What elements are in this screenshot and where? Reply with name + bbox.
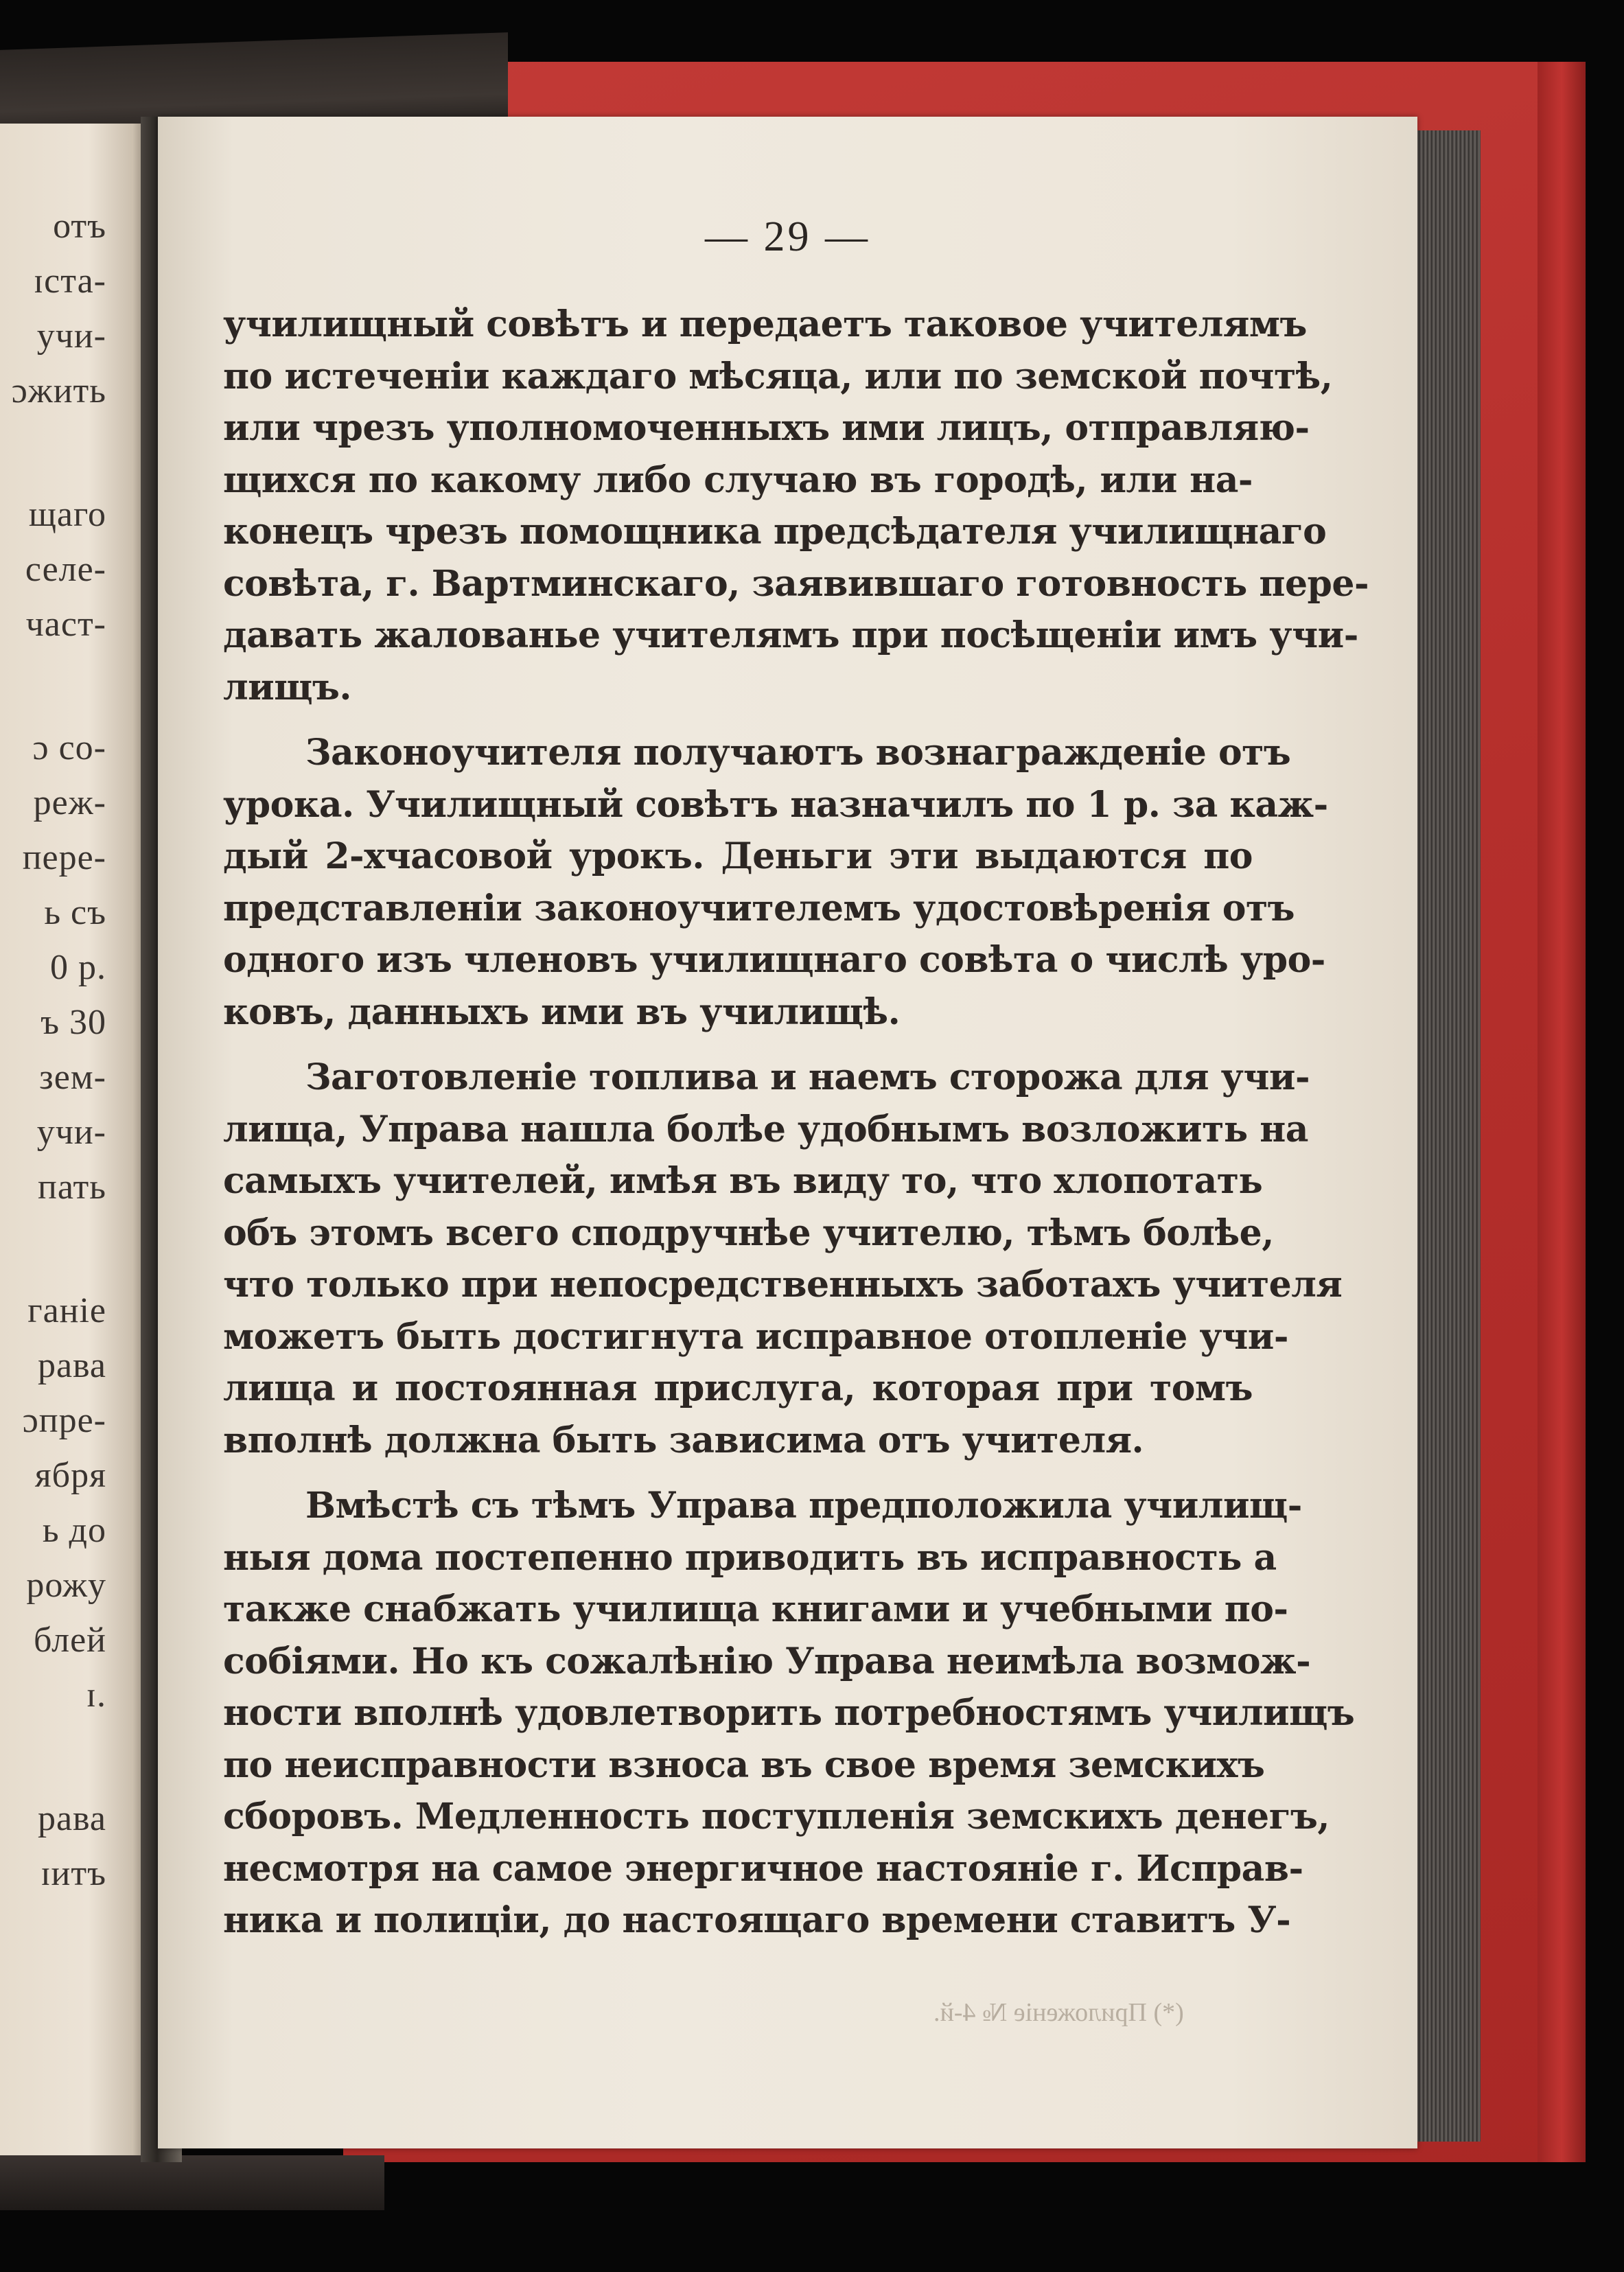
left-page-fragment: 0 р. xyxy=(50,948,106,987)
text-line: лища и постоянная прислуга, которая при томъ xyxy=(223,1367,1253,1409)
left-page-fragment: блей xyxy=(33,1621,106,1660)
left-page-fragment: селе- xyxy=(25,550,106,589)
left-page-fragment: ɪитъ xyxy=(40,1854,106,1893)
text-line: или чрезъ уполномоченныхъ ими лицъ, отправляю- xyxy=(223,407,1310,449)
book-page xyxy=(158,117,1417,2148)
text-line: лищъ. xyxy=(223,666,351,708)
text-line: сборовъ. Медленность поступленія земскихъ денегъ, xyxy=(223,1796,1330,1838)
text-line: вполнѣ должна быть зависима отъ учителя. xyxy=(223,1419,1144,1461)
text-line: щихся по какому либо случаю въ городѣ, или на- xyxy=(223,459,1253,501)
left-page-fragment: ɔжить xyxy=(11,371,106,410)
left-page-fragment: ъ 30 xyxy=(40,1003,106,1042)
text-line: несмотря на самое энергичное настояніе г. Исправ- xyxy=(223,1847,1303,1890)
left-page-fragment: ɪста- xyxy=(33,262,106,301)
text-line: Заготовленіе топлива и наемъ сторожа для учи- xyxy=(305,1056,1310,1098)
left-page-fragment: рава xyxy=(37,1346,106,1385)
text-line: давать жалованье учителямъ при посѣщеніи имъ учи- xyxy=(223,614,1358,656)
text-line: училищный совѣтъ и передаетъ таковое учителямъ xyxy=(223,303,1307,345)
body-text xyxy=(223,299,1369,1947)
left-page-fragment: рава xyxy=(37,1799,106,1838)
text-line: лища, Управа нашла болѣе удобнымъ возложить на xyxy=(223,1108,1308,1150)
text-line: Законоучителя получаютъ вознагражденіе отъ xyxy=(305,732,1291,774)
left-facing-page xyxy=(0,124,148,2155)
left-page-fragment: учи- xyxy=(36,316,106,356)
left-page-fragment: отъ xyxy=(53,207,106,246)
text-line: представленіи законоучителемъ удостовѣренія отъ xyxy=(223,887,1295,929)
text-line: самыхъ учителей, имѣя въ виду то, что хлопотать xyxy=(223,1160,1263,1202)
left-page-fragment: ганіе xyxy=(27,1291,106,1330)
text-line: ковъ, данныхъ ими въ училищѣ. xyxy=(223,990,901,1033)
left-page-fragment: щаго xyxy=(28,495,106,534)
paragraph-gap xyxy=(223,1038,1253,1052)
text-line: конецъ чрезъ помощника предсѣдателя училищнаго xyxy=(223,511,1327,553)
left-page-fragment: зем- xyxy=(39,1058,106,1097)
left-page-fragment: ɔпре- xyxy=(22,1401,106,1440)
text-line: урока. Училищный совѣтъ назначилъ по 1 р. за каж- xyxy=(223,783,1328,826)
left-page-fragment: рожу xyxy=(26,1566,106,1605)
left-page-fragment: реж- xyxy=(33,783,106,822)
paragraph-gap xyxy=(223,713,1253,727)
text-line: Вмѣстѣ съ тѣмъ Управа предположила училищ- xyxy=(305,1485,1302,1527)
text-line: ныя дома постепенно приводить въ исправность а xyxy=(223,1536,1277,1579)
text-line: по истеченіи каждаго мѣсяца, или по земской почтѣ, xyxy=(223,355,1333,397)
left-page-fragment: пать xyxy=(37,1168,106,1207)
page-number: — 29 — xyxy=(705,213,870,260)
left-page-fragment: ь съ xyxy=(44,893,106,932)
paragraph-gap xyxy=(223,1466,1253,1480)
left-page-fragment: учи- xyxy=(36,1113,106,1152)
text-line: что только при непосредственныхъ заботахъ учителя xyxy=(223,1264,1343,1306)
text-line: можетъ быть достигнута исправное отопленіе учи- xyxy=(223,1315,1288,1358)
spine-bottom xyxy=(0,2155,384,2210)
text-line: ности вполнѣ удовлетворить потребностямъ училищъ xyxy=(223,1692,1355,1734)
left-page-fragment: пере- xyxy=(22,838,106,877)
text-line: дый 2-хчасовой урокъ. Деньги эти выдаются по xyxy=(223,835,1253,877)
text-line: собіями. Но къ сожалѣнію Управа неимѣла возмож- xyxy=(223,1640,1311,1682)
left-page-fragment: ɪ. xyxy=(86,1676,106,1715)
left-page-fragment: ября xyxy=(34,1456,106,1495)
text-line: одного изъ членовъ училищнаго совѣта о числѣ уро- xyxy=(223,939,1325,981)
left-page-fragment: ɔ со- xyxy=(32,728,106,767)
text-line: совѣта, г. Вартминскаго, заявившаго готовность пере- xyxy=(223,562,1369,605)
left-page-fragment: част- xyxy=(25,605,106,644)
bleed-through-footnote: (*) Приложеніе № 4-й. xyxy=(933,1998,1184,2027)
binding-edge xyxy=(1538,62,1586,2162)
text-line: ника и полиціи, до настоящаго времени ставитъ У- xyxy=(223,1899,1291,1941)
left-page-fragment: ь до xyxy=(42,1511,106,1550)
page-block-edge xyxy=(1415,130,1481,2142)
text-line: по неисправности взноса въ свое время земскихъ xyxy=(223,1743,1265,1786)
text-line: объ этомъ всего сподручнѣе учителю, тѣмъ болѣе, xyxy=(223,1212,1274,1254)
text-line: также снабжать училища книгами и учебными по- xyxy=(223,1588,1288,1630)
